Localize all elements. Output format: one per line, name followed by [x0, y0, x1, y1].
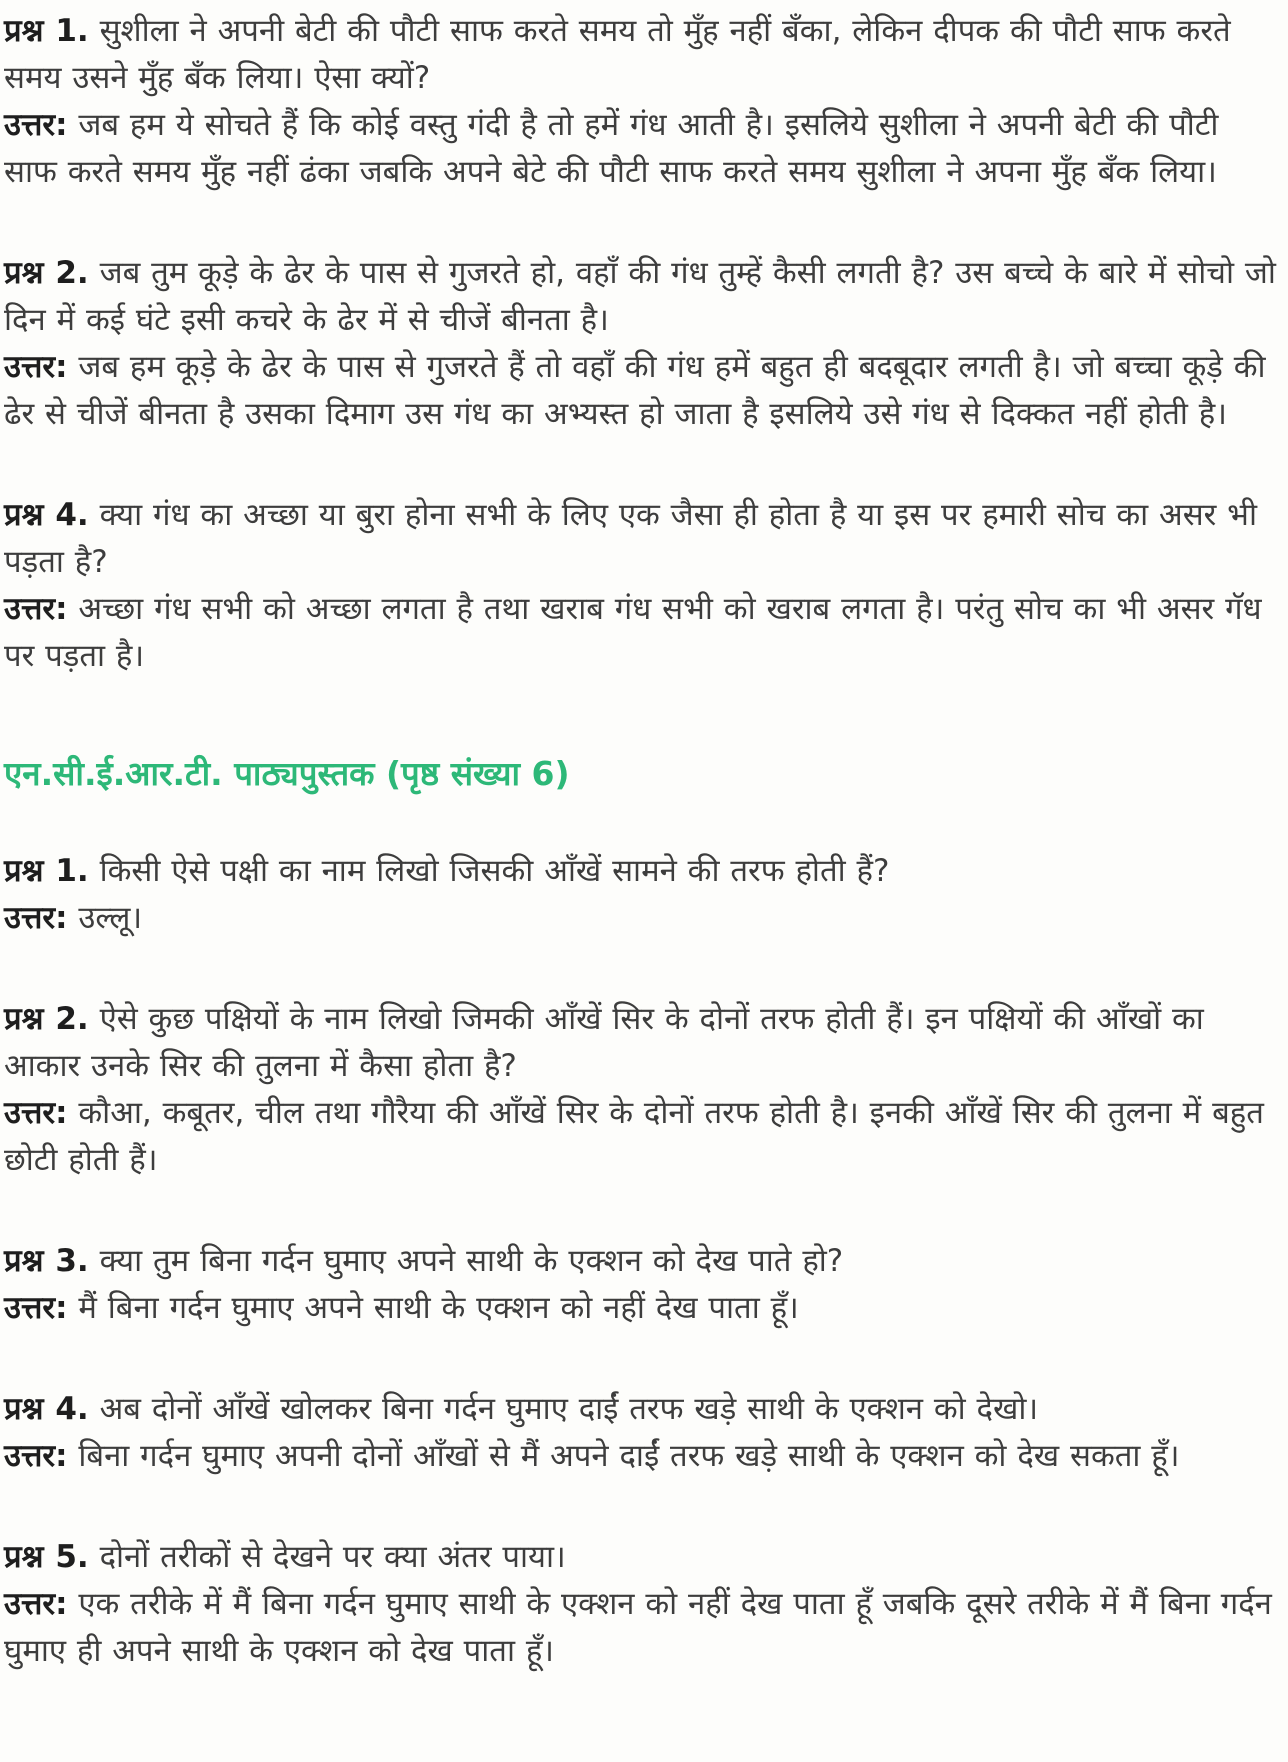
answer-label: उत्तर: [4, 591, 68, 627]
answer-label: उत्तर: [4, 1290, 68, 1326]
answer-text: एक तरीके में मैं बिना गर्दन घुमाए साथी के एक्शन को नहीं देख पाता हूँ जबकि दूसरे तरीके में मैं बिना गर्दन घुमाए ही अपने साथी के एक्शन को देख पाता हूँ। [4, 1586, 1272, 1669]
answer-text: उल्लू। [78, 900, 143, 936]
question-text: जब तुम कूड़े के ढेर के पास से गुजरते हो, वहाँ की गंध तुम्हें कैसी लगती है? उस बच्चे के बारे में सोचो जो दिन में कई घंटे इसी कचरे के ढेर में से चीजें बीनता है। [4, 255, 1276, 338]
question-paragraph [4, 848, 1280, 895]
question-label: प्रश्न 2. [4, 255, 89, 291]
qa-block-5 [4, 996, 1280, 1184]
answer-paragraph [4, 1285, 1280, 1332]
question-paragraph [4, 250, 1280, 344]
question-label: प्रश्न 4. [4, 497, 89, 533]
answer-paragraph [4, 1090, 1280, 1184]
answer-paragraph [4, 895, 1280, 942]
answer-label: उत्तर: [4, 107, 68, 143]
answer-text: मैं बिना गर्दन घुमाए अपने साथी के एक्शन को नहीं देख पाता हूँ। [78, 1290, 799, 1326]
answer-paragraph [4, 586, 1280, 680]
qa-block-6 [4, 1238, 1280, 1332]
qa-block-4 [4, 848, 1280, 942]
question-text: सुशीला ने अपनी बेटी की पौटी साफ करते समय तो मुँह नहीं बँका, लेकिन दीपक की पौटी साफ करते समय उसने मुँह बँक लिया। ऐसा क्यों? [4, 13, 1231, 96]
answer-text: अच्छा गंध सभी को अच्छा लगता है तथा खराब गंध सभी को खराब लगता है। परंतु सोच का भी असर गॅध पर पड़ता है। [4, 591, 1262, 674]
answer-paragraph [4, 102, 1280, 196]
answer-paragraph [4, 1433, 1280, 1480]
question-paragraph [4, 996, 1280, 1090]
answer-paragraph [4, 344, 1280, 438]
answer-text: बिना गर्दन घुमाए अपनी दोनों आँखों से मैं अपने दाईं तरफ खड़े साथी के एक्शन को देख सकता हूँ। [78, 1438, 1180, 1474]
question-label: प्रश्न 1. [4, 853, 89, 889]
answer-label: उत्तर: [4, 349, 68, 385]
answer-text: जब हम कूड़े के ढेर के पास से गुजरते हैं तो वहाँ की गंध हमें बहुत ही बदबूदार लगती है। जो बच्चा कूड़े की ढेर से चीजें बीनता है उसका दिमाग उस गंध का अभ्यस्त हो जाता है इसलिये उसे गंध से दिक्कत नहीं होती है। [4, 349, 1266, 432]
qa-section-ncert-page6 [4, 848, 1280, 1675]
answer-text: जब हम ये सोचते हैं कि कोई वस्तु गंदी है तो हमें गंध आती है। इसलिये सुशीला ने अपनी बेटी की पौटी साफ करते समय मुँह नहीं ढंका जबकि अपने बेटे की पौटी साफ करते समय सुशीला ने अपना मुँह बँक लिया। [4, 107, 1219, 190]
qa-section-exercise [4, 8, 1280, 680]
qa-block-1 [4, 8, 1280, 196]
answer-paragraph [4, 1581, 1280, 1675]
qa-block-8 [4, 1534, 1280, 1675]
question-label: प्रश्न 4. [4, 1391, 89, 1427]
answer-text: कौआ, कबूतर, चील तथा गौरैया की आँखें सिर के दोनों तरफ होती है। इनकी आँखें सिर की तुलना में बहुत छोटी होती हैं। [4, 1095, 1264, 1178]
answer-label: उत्तर: [4, 900, 68, 936]
question-paragraph [4, 1534, 1280, 1581]
question-text: अब दोनों आँखें खोलकर बिना गर्दन घुमाए दाईं तरफ खड़े साथी के एक्शन को देखो। [99, 1391, 1039, 1427]
question-text: किसी ऐसे पक्षी का नाम लिखो जिसकी आँखें सामने की तरफ होती हैं? [99, 853, 890, 889]
question-paragraph [4, 1386, 1280, 1433]
answer-label: उत्तर: [4, 1095, 68, 1131]
question-text: ऐसे कुछ पक्षियों के नाम लिखो जिमकी आँखें सिर के दोनों तरफ होती हैं। इन पक्षियों की आँखों का आकार उनके सिर की तुलना में कैसा होता है? [4, 1001, 1204, 1084]
question-paragraph [4, 1238, 1280, 1285]
question-text: क्या गंध का अच्छा या बुरा होना सभी के लिए एक जैसा ही होता है या इस पर हमारी सोच का असर भी पड़ता है? [4, 497, 1258, 580]
qa-block-2 [4, 250, 1280, 438]
qa-block-7 [4, 1386, 1280, 1480]
answer-label: उत्तर: [4, 1586, 68, 1622]
question-label: प्रश्न 2. [4, 1001, 89, 1037]
question-paragraph [4, 492, 1280, 586]
question-text: क्या तुम बिना गर्दन घुमाए अपने साथी के एक्शन को देख पाते हो? [99, 1243, 844, 1279]
question-text: दोनों तरीकों से देखने पर क्या अंतर पाया। [99, 1539, 566, 1575]
question-label: प्रश्न 5. [4, 1539, 89, 1575]
question-label: प्रश्न 3. [4, 1243, 89, 1279]
question-paragraph [4, 8, 1280, 102]
ncert-textbook-heading: एन.सी.ई.आर.टी. पाठ्यपुस्तक (पृष्ठ संख्या 6) [4, 754, 570, 793]
answer-label: उत्तर: [4, 1438, 68, 1474]
question-label: प्रश्न 1. [4, 13, 89, 49]
qa-block-3 [4, 492, 1280, 680]
